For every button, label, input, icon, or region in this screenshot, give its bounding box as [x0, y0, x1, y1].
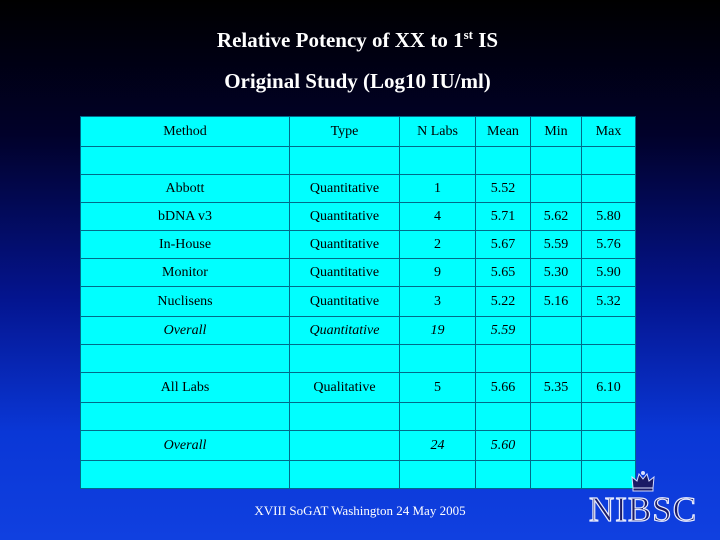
spacer-row: [81, 345, 636, 373]
cell-mean: 5.71: [476, 203, 531, 231]
cell-method: bDNA v3: [81, 203, 290, 231]
cell-mean: 5.66: [476, 373, 531, 403]
slide-footer: XVIII SoGAT Washington 24 May 2005: [254, 503, 466, 518]
cell-n-labs: 24: [400, 431, 476, 461]
header-mean: Mean: [476, 117, 531, 147]
cell-n-labs: 1: [400, 175, 476, 203]
cell-max: 5.32: [582, 287, 636, 317]
cell-min: 5.62: [531, 203, 582, 231]
cell-method: All Labs: [81, 373, 290, 403]
table-row: [81, 175, 636, 203]
table-row: [81, 231, 636, 259]
table-row: [81, 373, 636, 403]
cell-type: [290, 431, 400, 461]
cell-n-labs: 2: [400, 231, 476, 259]
crown-icon: [630, 470, 656, 492]
cell-n-labs: 19: [400, 317, 476, 345]
cell-mean: 5.67: [476, 231, 531, 259]
title-superscript: st: [463, 27, 473, 42]
cell-min: 5.30: [531, 259, 582, 287]
cell-max: [582, 175, 636, 203]
cell-method: In-House: [81, 231, 290, 259]
table-row: [81, 203, 636, 231]
header-n-labs: N Labs: [400, 117, 476, 147]
spacer-row: [81, 403, 636, 431]
potency-table: [80, 116, 636, 489]
cell-min: [531, 317, 582, 345]
cell-min: 5.16: [531, 287, 582, 317]
title-main-text: Relative Potency of XX to 1: [216, 28, 464, 52]
cell-type: Quantitative: [290, 231, 400, 259]
cell-method: Monitor: [81, 259, 290, 287]
cell-method: Abbott: [81, 175, 290, 203]
cell-method: Overall: [81, 317, 290, 345]
cell-type: Quantitative: [290, 317, 400, 345]
logo-text: NIBSC: [588, 490, 698, 529]
header-min: Min: [531, 117, 582, 147]
slide-subtitle: Original Study (Log10 IU/ml): [224, 69, 491, 93]
cell-max: 6.10: [582, 373, 636, 403]
cell-type: Quantitative: [290, 287, 400, 317]
cell-n-labs: 9: [400, 259, 476, 287]
spacer-row: [81, 147, 636, 175]
header-method: Method: [81, 117, 290, 147]
cell-max: [582, 317, 636, 345]
table-row: [81, 287, 636, 317]
title-end-text: IS: [472, 28, 499, 52]
cell-n-labs: 5: [400, 373, 476, 403]
cell-type: Quantitative: [290, 175, 400, 203]
cell-n-labs: 3: [400, 287, 476, 317]
cell-method: Nuclisens: [81, 287, 290, 317]
cell-mean: 5.22: [476, 287, 531, 317]
nibsc-logo: [588, 470, 698, 530]
cell-min: [531, 175, 582, 203]
cell-method: Overall: [81, 431, 290, 461]
table-row: [81, 259, 636, 287]
slide-title: [0, 27, 715, 53]
cell-n-labs: 4: [400, 203, 476, 231]
cell-min: [531, 431, 582, 461]
cell-type: Quantitative: [290, 259, 400, 287]
header-max: Max: [582, 117, 636, 147]
table-header-row: [81, 117, 636, 147]
cell-max: 5.90: [582, 259, 636, 287]
cell-mean: 5.60: [476, 431, 531, 461]
cell-mean: 5.52: [476, 175, 531, 203]
spacer-row: [81, 461, 636, 489]
cell-type: Qualitative: [290, 373, 400, 403]
cell-type: Quantitative: [290, 203, 400, 231]
cell-min: 5.35: [531, 373, 582, 403]
cell-max: [582, 431, 636, 461]
table-row-overall: [81, 431, 636, 461]
cell-mean: 5.59: [476, 317, 531, 345]
cell-mean: 5.65: [476, 259, 531, 287]
header-type: Type: [290, 117, 400, 147]
cell-max: 5.80: [582, 203, 636, 231]
cell-min: 5.59: [531, 231, 582, 259]
cell-max: 5.76: [582, 231, 636, 259]
table-row-overall: [81, 317, 636, 345]
